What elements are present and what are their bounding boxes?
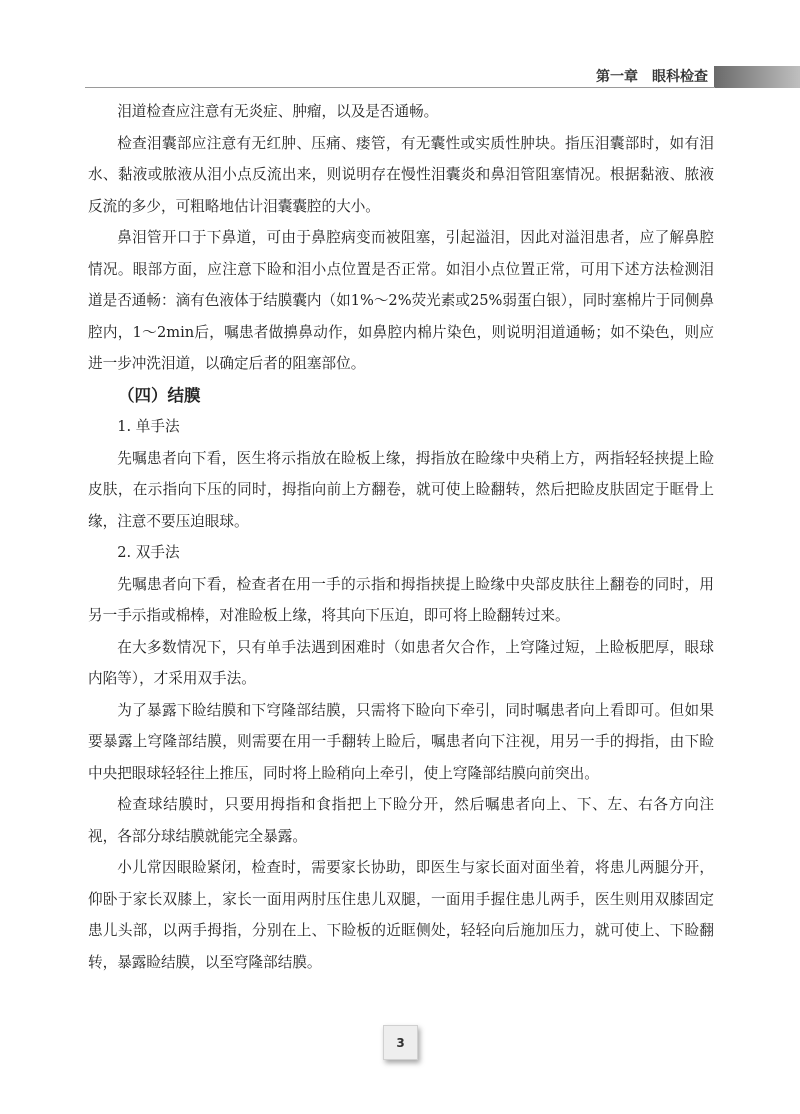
chapter-label: 第一章 眼科检查 <box>596 69 708 85</box>
header-tab-decoration <box>714 66 800 88</box>
page-body <box>88 96 714 978</box>
paragraph: 泪道检查应注意有无炎症、肿瘤，以及是否通畅。 <box>117 103 439 120</box>
paragraph: 检查球结膜时，只要用拇指和食指把上下睑分开，然后嘱患者向上、下、左、右各方向注视，各部分球结膜就能完全暴露。 <box>88 796 714 845</box>
subheading-method-2: 2. 双手法 <box>117 544 180 561</box>
paragraph: 先嘱患者向下看，医生将示指放在睑板上缘，拇指放在睑缘中央稍上方，两指轻轻挟提上睑皮肤，在示指向下压的同时，拇指向前上方翻卷，就可使上睑翻转，然后把睑皮肤固定于眶骨上缘，注意不要压迫眼球。 <box>88 449 714 530</box>
header-rule <box>85 87 715 88</box>
page-number: 3 <box>383 1025 418 1060</box>
section-heading: （四）结膜 <box>118 385 201 405</box>
paragraph: 先嘱患者向下看，检查者在用一手的示指和拇指挟提上睑缘中央部皮肤往上翻卷的同时，用另一手示指或棉棒，对准睑板上缘，将其向下压迫，即可将上睑翻转过来。 <box>88 575 714 624</box>
subheading-method-1: 1. 单手法 <box>117 418 180 435</box>
paragraph: 鼻泪管开口于下鼻道，可由于鼻腔病变而被阻塞，引起溢泪，因此对溢泪患者，应了解鼻腔情况。眼部方面，应注意下睑和泪小点位置是否正常。如泪小点位置正常，可用下述方法检测泪道是否通畅：滴有色液体于结膜囊内（如1%～2%荧光素或25%弱蛋白银），同时塞棉片于同侧鼻腔内，1～2min后，嘱患者做擤鼻动作，如鼻腔内棉片染色，则说明泪道通畅；如不染色，则应进一步冲洗泪道，以确定后者的阻塞部位。 <box>88 229 715 372</box>
paragraph: 为了暴露下睑结膜和下穹隆部结膜，只需将下睑向下牵引，同时嘱患者向上看即可。但如果要暴露上穹隆部结膜，则需要在用一手翻转上睑后，嘱患者向下注视，用另一手的拇指，由下睑中央把眼球轻轻往上推压，同时将上睑稍向上牵引，使上穹隆部结膜向前突出。 <box>88 701 714 782</box>
paragraph: 检查泪囊部应注意有无红肿、压痛、瘘管，有无囊性或实质性肿块。指压泪囊部时，如有泪水、黏液或脓液从泪小点反流出来，则说明存在慢性泪囊炎和鼻泪管阻塞情况。根据黏液、脓液反流的多少，可粗略地估计泪囊囊腔的大小。 <box>88 134 714 215</box>
paragraph: 小儿常因眼睑紧闭，检查时，需要家长协助，即医生与家长面对面坐着，将患儿两腿分开，仰卧于家长双膝上，家长一面用两肘压住患儿双腿，一面用手握住患儿两手，医生则用双膝固定患儿头部，以两手拇指，分别在上、下睑板的近眶侧处，轻轻向后施加压力，就可使上、下睑翻转，暴露睑结膜，以至穹隆部结膜。 <box>88 859 714 971</box>
paragraph: 在大多数情况下，只有单手法遇到困难时（如患者欠合作，上穹隆过短，上睑板肥厚，眼球内陷等），才采用双手法。 <box>88 638 714 687</box>
